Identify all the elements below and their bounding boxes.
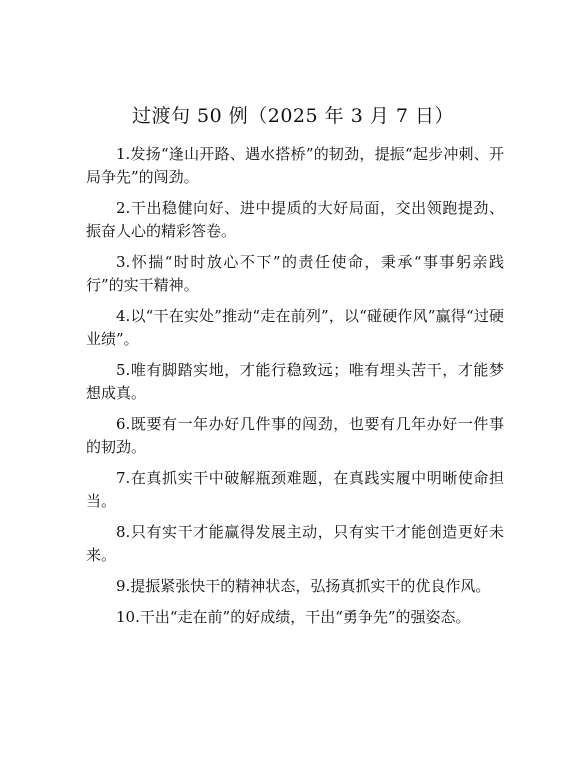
list-item: 10.干出“走在前”的好成绩，干出“勇争先”的强姿态。: [116, 608, 471, 626]
list-item: 1.发扬“逢山开路、遇水搭桥”的韧劲，提振“起步冲刺、开局争先”的闯劲。: [86, 145, 504, 186]
list-item: 3.怀揣“时时放心不下”的责任使命，秉承“事事躬亲践行”的实干精神。: [86, 253, 504, 294]
list-item: 8.只有实干才能赢得发展主动，只有实干才能创造更好未来。: [86, 523, 504, 564]
list-item: 4.以“干在实处”推动“走在前列”，以“碰硬作风”赢得“过硬业绩”。: [86, 307, 504, 348]
document-title: 过渡句 50 例（2025 年 3 月 7 日）: [132, 105, 454, 127]
list-item: 6.既要有一年办好几件事的闯劲，也要有几年办好一件事的韧劲。: [86, 415, 504, 456]
list-item: 5.唯有脚踏实地，才能行稳致远；唯有埋头苦干，才能梦想成真。: [86, 361, 504, 402]
item-list: [86, 143, 504, 637]
list-item: 7.在真抓实干中破解瓶颈难题，在真践实履中明晰使命担当。: [86, 469, 504, 510]
list-item: 2.干出稳健向好、进中提质的大好局面，交出领跑提劲、振奋人心的精彩答卷。: [86, 199, 504, 240]
list-item: 9.提振紧张快干的精神状态，弘扬真抓实干的优良作风。: [116, 577, 491, 595]
